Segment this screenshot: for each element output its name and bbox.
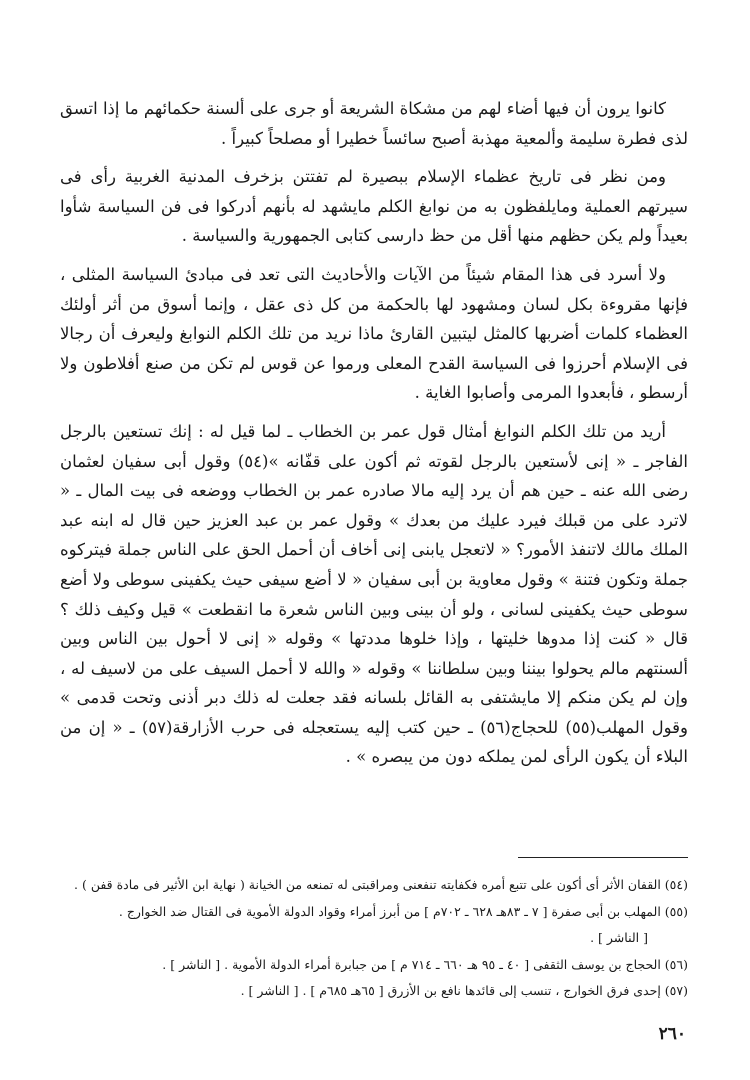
footnote-divider (518, 857, 688, 858)
paragraph: كانوا يرون أن فيها أضاء لهم من مشكاة الشريعة أو جرى على ألسنة حكمائهم ما إذا اتسق لذى فطرة سليمة وألمعية مهذبة أصبح سائساً خطيرا أو مصلحاً كبيراً . (60, 99, 688, 148)
footnote-continuation: [ الناشر ] . (590, 930, 648, 945)
footnote: (٥٤) القفان الأثر أى أكون على تتبع أمره فكفايته تنفعنى ومراقبتى له تمنعه من الخيانة ( نهاية ابن الأثير فى مادة قفن ) . (74, 877, 688, 892)
paragraph: ومن نظر فى تاريخ عظماء الإسلام ببصيرة لم تفتتن بزخرف المدنية الغربية رأى فى سيرتهم العملية ومايلفظون به من نوابغ الكلم مايشهد له بأنهم أدركوا فى فن السياسة شأوا بعيداً ولم يكن حظهم منها أقل من حظ دارسى كتابى الجمهورية والسياسة . (60, 167, 688, 246)
main-text (60, 94, 688, 781)
footnotes (60, 872, 688, 1005)
footnote: (٥٦) الحجاج بن يوسف الثقفى [ ٤٠ ـ ٩٥ هـ ٦٦٠ ـ ٧١٤ م ] من جبابرة أمراء الدولة الأموية . [ الناشر ] . (162, 956, 688, 972)
footnote: (٥٥) المهلب بن أبى صفرة [ ٧ ـ ٨٣هـ ٦٢٨ ـ ٧٠٢م ] من أبرز أمراء وقواد الدولة الأموية فى القتال ضد الخوارج . (118, 903, 688, 919)
paragraph: ولا أسرد فى هذا المقام شيئاً من الآيات والأحاديث التى تعد فى مبادئ السياسة المثلى ، فإنها مقروءة بكل لسان ومشهود لها بالحكمة من كل ذى عقل ، وإنما أسوق من أثر أولئك العظماء كلمات أضربها كالمثل ليتبين القارئ ماذا نريد من تلك الكلم النوابغ وليعرف أن رجالا فى الإسلام أحرزوا فى السياسة القدح المعلى ورموا عن قوس لم تكن من صنع أفلاطون ولا أرسطو ، فأبعدوا المرمى وأصابوا الغاية . (60, 264, 688, 403)
page-number: ٢٦٠ (658, 1024, 686, 1044)
footnote: (٥٧) إحدى فرق الخوارج ، تنسب إلى قائدها نافع بن الأزرق [ ٦٥هـ ٦٨٥م ] . [ الناشر ] . (240, 983, 688, 998)
paragraph: أريد من تلك الكلم النوابغ أمثال قول عمر بن الخطاب ـ لما قيل له : إنك تستعين بالرجل الفاجر ـ « إنى لأستعين بالرجل لقوته ثم أكون على قفّانه »(٥٤) وقول أبى سفيان لعثمان رضى الله عنه ـ حين هم أن يرد إليه مالا صادره عمر بن الخطاب ووضعه فى بيت المال ـ « لاترد على من قبلك فيرد عليك من بعدك » وقول عمر بن عبد العزيز حين قال له ابنه عبد الملك مالك لاتنفذ الأمور؟ « لاتعجل يابنى إنى أخاف أن أحمل الحق على الناس جملة فيتركوه جملة وتكون فتنة » وقول معاوية بن أبى سفيان « لا أضع سيفى حيث يكفينى سوطى ولا أضع سوطى حيث يكفينى لسانى ، ولو أن بينى وبين الناس شعرة ما انقطعت » قيل وكيف ذلك ؟ قال « كنت إذا مدوها خليتها ، وإذا خلوها مددتها » وقوله « إنى لا أحول بين الناس وبين ألسنتهم مالم يحولوا بيننا وبين سلطاننا » وقوله « والله لا أحمل السيف على من لاسيف له ، وإن لم يكن منكم إلا مايشتفى به القائل بلسانه فقد جعلت له ذلك دبر أذنى وتحت قدمى » وقول المهلب(٥٥) للحجاج(٥٦) ـ حين كتب إليه يستعجله فى حرب الأزارقة(٥٧) ـ « إن من البلاء أن يكون الرأى لمن يملكه دون من يبصره » . (60, 421, 688, 767)
